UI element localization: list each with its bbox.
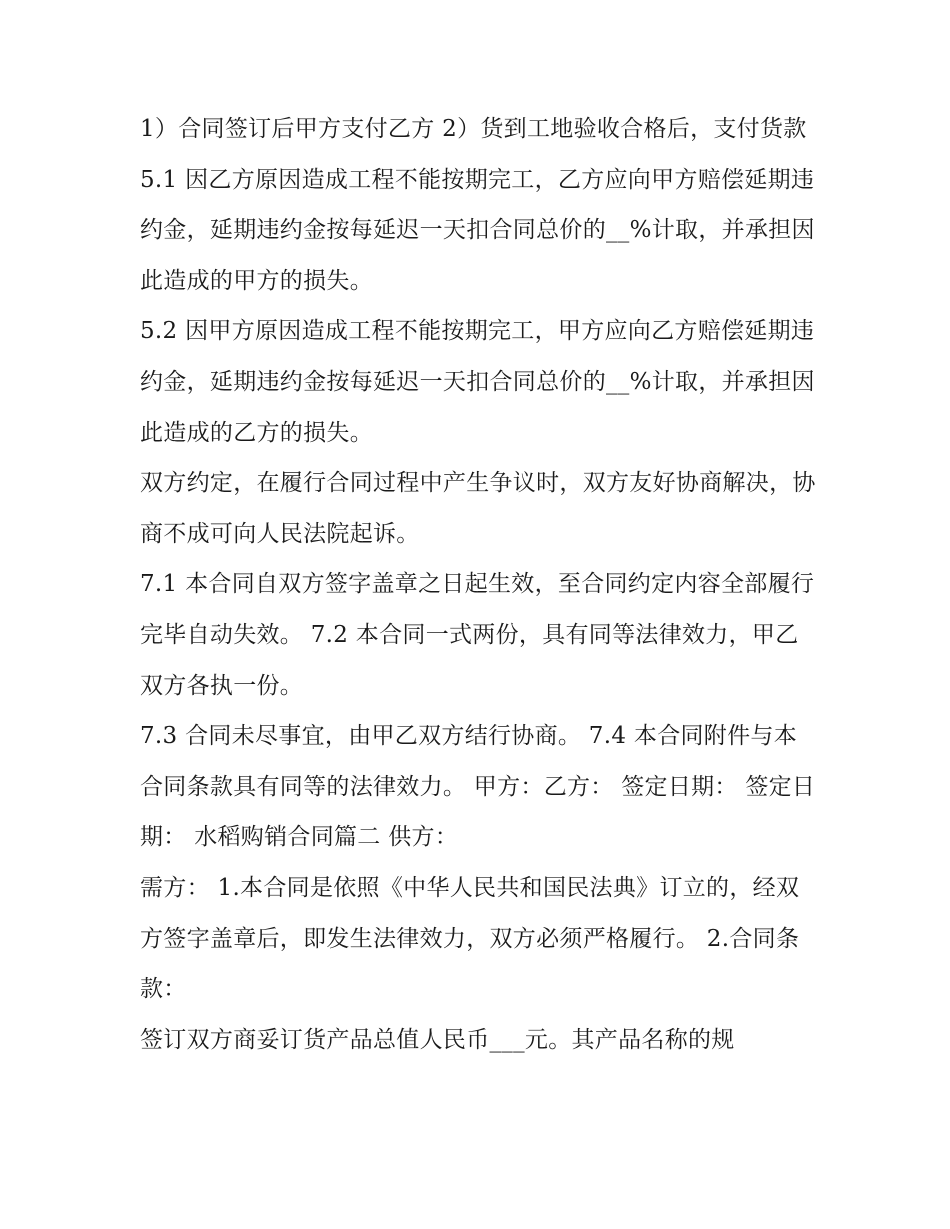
paragraph-dispute-resolution: 双方约定，在履行合同过程中产生争议时，双方友好协商解决，协商不成可向人民法院起诉。 [140, 470, 816, 547]
paragraph-buyer-terms: 需方： 1.本合同是依照《中华人民共和国民法典》订立的，经双方签字盖章后，即发生法律效力，双方必须严格履行。 2.合同条款： [140, 874, 800, 1003]
paragraph-order-value: 签订双方商妥订货产品总值人民币___元。其产品名称的规 [140, 1026, 735, 1053]
paragraph-clause-5-1: 5.1 因乙方原因造成工程不能按期完工，乙方应向甲方赔偿延期违约金，延期违约金按每延迟一天扣合同总价的__%计取，并承担因此造成的甲方的损失。 [140, 166, 815, 294]
paragraph-payment-terms: 1）合同签订后甲方支付乙方 2）货到工地验收合格后，支付货款 [140, 116, 807, 142]
paragraph-clause-7-3-7-4: 7.3 合同未尽事宜，由甲乙双方结行协商。 7.4 本合同附件与本合同条款具有同等的法律效力。 甲方：乙方： 签定日期： 签定日期： 水稻购销合同篇二 供方： [140, 723, 816, 851]
paragraph-clause-7-1-7-2: 7.1 本合同自双方签字盖章之日起生效，至合同约定内容全部履行完毕自动失效。 7.2 本合同一式两份，具有同等法律效力，甲乙双方各执一份。 [140, 571, 815, 699]
paragraph-clause-5-2: 5.2 因甲方原因造成工程不能按期完工，甲方应向乙方赔偿延期违约金，延期违约金按每延迟一天扣合同总价的__%计取，并承担因此造成的乙方的损失。 [140, 318, 815, 446]
document-body [140, 104, 820, 1065]
